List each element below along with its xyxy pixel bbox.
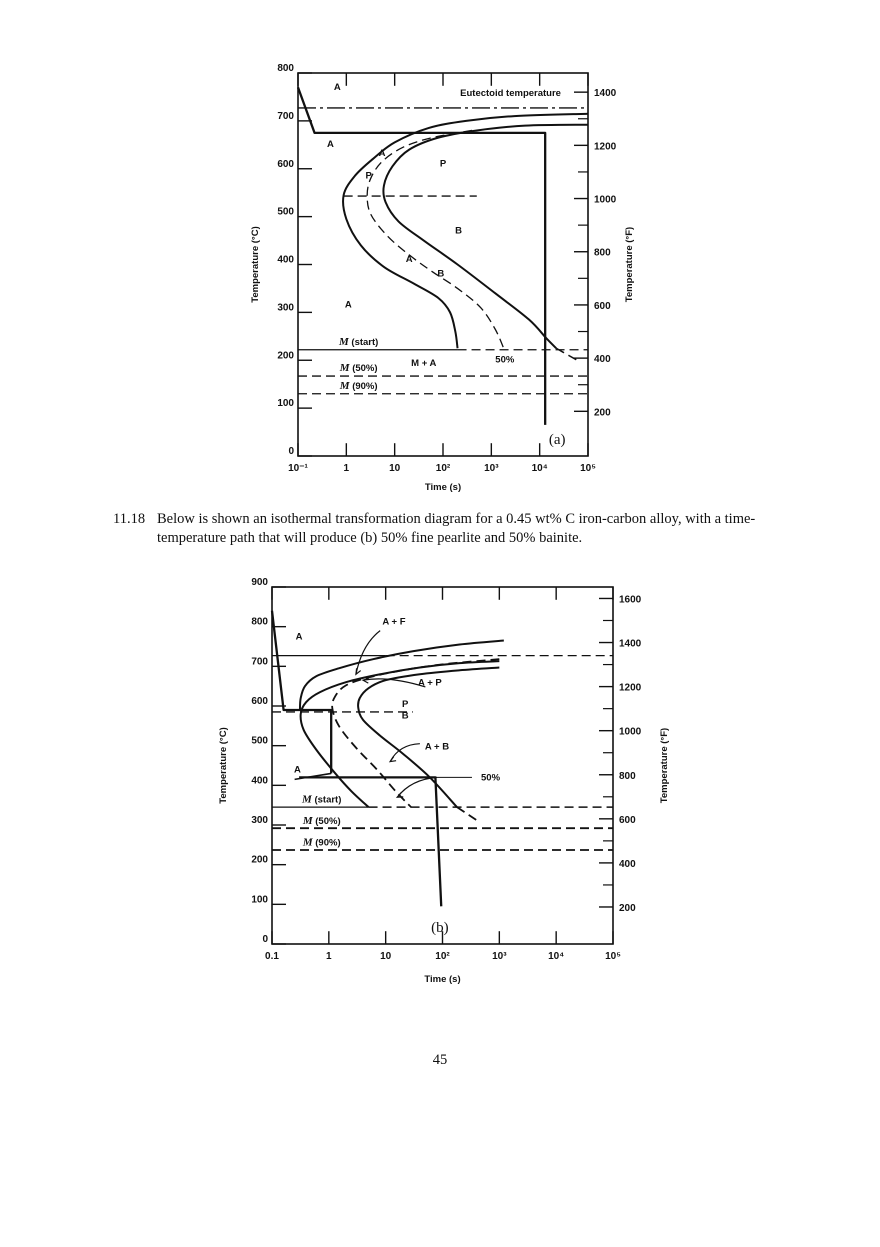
label-m: M — [339, 361, 350, 374]
y-right-tick-label: 1600 — [619, 594, 642, 606]
region-label: B — [437, 268, 445, 280]
chart-0 — [250, 63, 635, 493]
x-axis-label: Time (s) — [424, 974, 461, 985]
plot-frame — [272, 587, 613, 944]
y-tick-label: 900 — [251, 577, 268, 588]
series-transformation-finish — [358, 668, 499, 808]
y-tick-label: 200 — [277, 350, 294, 362]
label-rest: (50%) — [312, 815, 341, 827]
series-finish-dashed-tail — [457, 807, 478, 821]
y-tick-label: 400 — [251, 775, 268, 787]
x-tick-label: 1 — [343, 463, 350, 474]
y-axis-label: Temperature (°C) — [218, 727, 229, 804]
region-label: A — [378, 147, 386, 159]
x-tick-label: 10⁴ — [531, 463, 548, 474]
region-label: A — [333, 81, 341, 93]
arrow-head-icon — [356, 668, 361, 674]
region-label: B — [455, 225, 463, 237]
y-tick-label: 700 — [251, 656, 268, 668]
x-tick-label: 10³ — [484, 463, 499, 474]
x-tick-label: 0.1 — [265, 951, 279, 962]
region-label: A — [295, 631, 303, 643]
region-label — [301, 793, 341, 805]
y-tick-label: 700 — [277, 110, 294, 122]
label-rest: (50%) — [349, 362, 378, 374]
region-label: 50% — [481, 772, 501, 784]
region-label — [302, 837, 341, 849]
label-m: M — [302, 836, 313, 849]
y-tick-label: 500 — [277, 206, 294, 218]
problem-number: 11.18 — [113, 511, 146, 527]
region-label: A + P — [418, 677, 442, 689]
x-tick-label: 10³ — [492, 951, 507, 962]
x-tick-label: 10⁴ — [548, 951, 565, 962]
x-tick-label: 10 — [380, 951, 392, 962]
region-label: A — [405, 254, 413, 266]
region-label: B — [401, 710, 409, 722]
region-label: P — [439, 158, 447, 170]
y-tick-label: 0 — [288, 446, 294, 457]
y-right-tick-label: 1000 — [594, 194, 617, 206]
y-right-tick-label: 400 — [594, 354, 611, 366]
series-50-percent — [332, 659, 499, 807]
y-tick-label: 200 — [251, 854, 268, 866]
x-axis-label: Time (s) — [424, 482, 462, 493]
y-axis-right-label: Temperature (°F) — [624, 226, 635, 303]
series-time-temperature-path — [298, 87, 545, 425]
y-tick-label: 800 — [251, 616, 268, 628]
leader-arrow — [397, 777, 437, 797]
y-tick-label: 600 — [251, 696, 268, 707]
region-label: A — [327, 139, 334, 151]
x-tick-label: 10⁵ — [580, 463, 596, 474]
series-50-percent — [367, 130, 503, 348]
label-m: M — [302, 793, 312, 806]
label-m: M — [339, 379, 350, 392]
y-tick-label: 100 — [277, 398, 294, 410]
y-right-tick-label: 1200 — [619, 682, 642, 694]
y-right-tick-label: 600 — [619, 814, 636, 826]
y-tick-label: 800 — [277, 63, 294, 74]
y-axis-right-label: Temperature (°F) — [659, 727, 670, 804]
region-label: M + A — [411, 357, 437, 369]
y-right-tick-label: 200 — [594, 407, 611, 419]
y-right-tick-label: 1200 — [594, 141, 617, 153]
label-rest: (90%) — [312, 837, 341, 849]
y-tick-label: 300 — [277, 302, 294, 314]
y-tick-label: 400 — [277, 254, 294, 266]
region-label: A — [344, 299, 352, 311]
x-tick-label: 10² — [435, 463, 451, 474]
region-label: 50% — [495, 354, 515, 366]
label-m: M — [302, 814, 313, 827]
region-label: P — [401, 698, 409, 710]
y-tick-label: 0 — [262, 934, 268, 945]
label-rest: (start) — [311, 794, 342, 806]
label-rest: (90%) — [349, 380, 378, 392]
problem-text: Below is shown an isothermal transformation diagram for a 0.45 wt% C iron-carbon alloy, with a time-temperature path that will produce (b) 50% fine pearlite and 50% bainite. — [157, 511, 756, 546]
panel-label: (b) — [431, 920, 449, 937]
region-label: P — [365, 170, 372, 182]
y-tick-label: 100 — [251, 894, 268, 906]
region-label — [338, 336, 378, 348]
region-label — [302, 815, 341, 827]
y-right-tick-label: 800 — [619, 770, 636, 782]
y-tick-label: 300 — [251, 815, 268, 826]
label-m: M — [338, 335, 349, 348]
chart-1 — [218, 577, 670, 985]
y-right-tick-label: 600 — [594, 300, 611, 312]
arrow-head-icon — [363, 678, 369, 683]
y-right-tick-label: 800 — [594, 247, 611, 259]
x-tick-label: 10⁵ — [605, 951, 621, 962]
region-label: A + F — [382, 616, 406, 628]
series-transformation-finish — [383, 125, 588, 349]
x-tick-label: 10² — [435, 951, 450, 962]
y-tick-label: 600 — [277, 158, 294, 170]
page-number: 45 — [432, 1052, 448, 1068]
y-right-tick-label: 400 — [619, 858, 636, 870]
leader-arrow — [356, 631, 380, 675]
x-tick-label: 1 — [326, 951, 332, 962]
y-tick-label: 500 — [251, 735, 268, 747]
problem-statement — [113, 510, 813, 548]
x-tick-label: 10⁻¹ — [288, 463, 308, 474]
y-right-tick-label: 200 — [619, 902, 636, 914]
y-right-tick-label: 1000 — [619, 726, 642, 738]
region-label: Eutectoid temperature — [460, 87, 561, 99]
region-label — [339, 380, 378, 392]
y-axis-label: Temperature (°C) — [250, 226, 261, 303]
label-rest: (start) — [348, 336, 379, 348]
region-label: A — [293, 764, 301, 776]
panel-label: (a) — [548, 432, 566, 449]
region-label: A + B — [424, 741, 450, 753]
x-tick-label: 10 — [389, 463, 401, 474]
y-right-tick-label: 1400 — [619, 638, 642, 650]
region-label — [339, 362, 378, 374]
y-right-tick-label: 1400 — [594, 88, 617, 100]
